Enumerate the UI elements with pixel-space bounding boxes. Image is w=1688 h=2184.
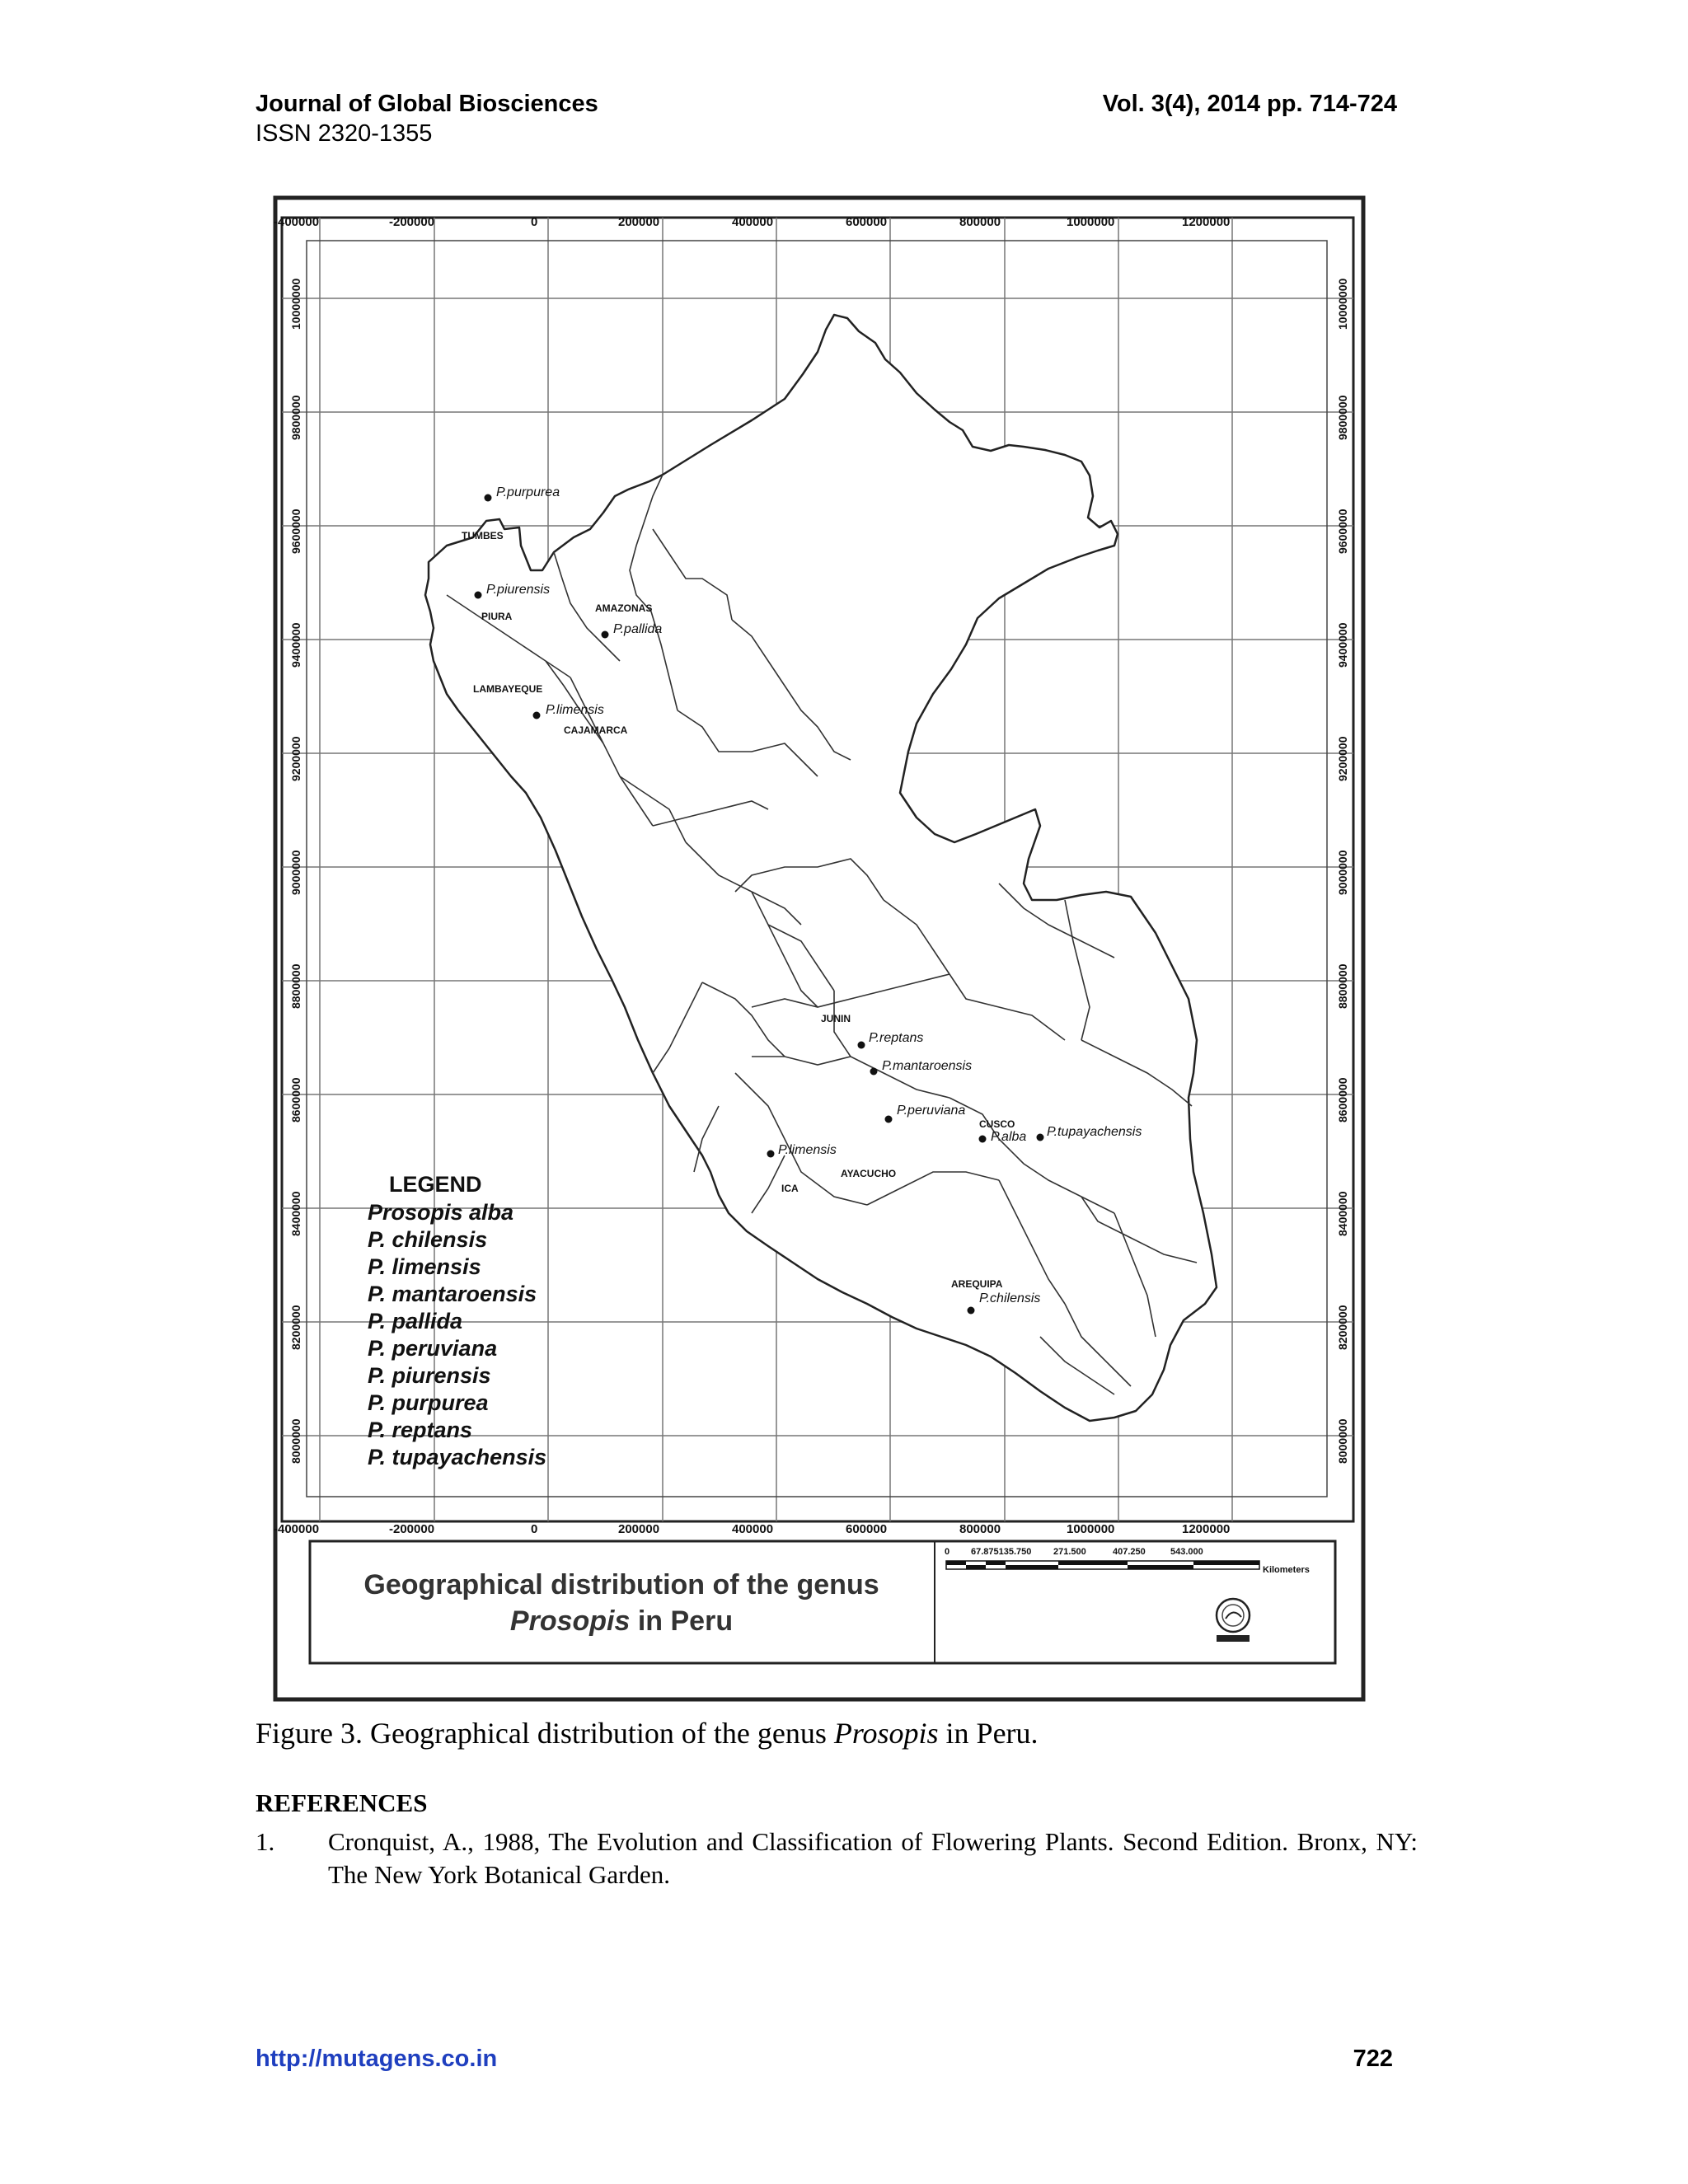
legend-item: Prosopis alba (368, 1200, 514, 1225)
scale-bar (945, 1547, 1310, 1575)
legend-item: P. limensis (368, 1254, 481, 1279)
map-title-rest: in Peru (630, 1605, 734, 1637)
caption-suffix: in Peru. (938, 1717, 1039, 1750)
y-tick-left: 9000000 (289, 850, 302, 895)
x-tick-bottom: 1200000 (1182, 1522, 1231, 1536)
legend-item: P. peruviana (368, 1336, 498, 1361)
region-label: ICA (781, 1183, 799, 1194)
region-label: LAMBAYEQUE (473, 683, 543, 695)
species-label: P.pallida (613, 622, 663, 636)
species-label: P.limensis (546, 703, 604, 717)
figure-caption (256, 1716, 1039, 1750)
species-label: P.chilensis (979, 1291, 1041, 1305)
x-tick-bottom: 1000000 (1067, 1522, 1115, 1536)
region-label: CUSCO (979, 1118, 1015, 1130)
legend-item: P. pallida (368, 1309, 463, 1333)
y-tick-right: 8600000 (1336, 1077, 1349, 1122)
y-tick-left: 8000000 (289, 1418, 302, 1464)
legend-item: P. purpurea (368, 1390, 489, 1415)
page-number: 722 (1353, 2046, 1393, 2072)
references-heading: REFERENCES (256, 1788, 428, 1817)
x-tick-bottom: 600000 (846, 1522, 888, 1536)
map-title-line1: Geographical distribution of the genus (363, 1569, 879, 1601)
region-label: CAJAMARCA (564, 724, 628, 736)
species-label: P.piurensis (486, 583, 551, 597)
x-tick-top: 1000000 (1067, 215, 1115, 229)
y-tick-right: 8000000 (1336, 1418, 1349, 1464)
x-tick-bottom: 400000 (732, 1522, 774, 1536)
species-label: P.purpurea (496, 485, 560, 499)
species-label: P.tupayachensis (1047, 1125, 1142, 1139)
y-tick-right: 9800000 (1336, 395, 1349, 440)
y-tick-left: 8800000 (289, 963, 302, 1009)
map-figure (257, 183, 1370, 1709)
region-label: AMAZONAS (595, 602, 653, 614)
x-tick-top: 600000 (846, 215, 888, 229)
x-tick-top: 800000 (959, 215, 1001, 229)
y-tick-left: 10000000 (289, 278, 302, 330)
legend-item: P. mantaroensis (368, 1282, 537, 1306)
reference-number: 1. (256, 1827, 275, 1856)
y-tick-right: 8200000 (1336, 1305, 1349, 1350)
region-label: PIURA (481, 611, 513, 622)
x-tick-top: 1200000 (1182, 215, 1231, 229)
header-left (256, 89, 598, 148)
map-title-italic: Prosopis (509, 1605, 631, 1637)
y-tick-right: 8800000 (1336, 963, 1349, 1009)
y-tick-left: 8600000 (289, 1077, 302, 1122)
scale-unit: Kilometers (1263, 1565, 1310, 1575)
issn: ISSN 2320-1355 (256, 120, 433, 147)
y-tick-left: 9200000 (289, 736, 302, 781)
reference-text: Cronquist, A., 1988, The Evolution and Classification of Flowering Plants. Second Edition. Bronx, NY: The New York Botanical Garden. (328, 1827, 1418, 1889)
x-tick-top: -400000 (274, 215, 320, 229)
x-tick-bottom: 800000 (959, 1522, 1001, 1536)
y-tick-left: 8400000 (289, 1191, 302, 1236)
y-tick-right: 9400000 (1336, 622, 1349, 668)
y-tick-left: 8200000 (289, 1305, 302, 1350)
region-label: TUMBES (462, 530, 504, 541)
x-tick-top: 400000 (732, 215, 774, 229)
y-tick-right: 10000000 (1336, 278, 1349, 330)
species-label: P.limensis (778, 1143, 837, 1157)
legend-item: P. tupayachensis (368, 1445, 547, 1469)
legend-title: LEGEND (389, 1172, 482, 1197)
caption-prefix: Figure 3. Geographical distribution of the genus (256, 1717, 834, 1750)
caption-italic: Prosopis (833, 1717, 939, 1750)
species-label: P.alba (991, 1130, 1027, 1144)
y-tick-right: 9600000 (1336, 509, 1349, 554)
scale-label: 543.000 (1170, 1547, 1203, 1557)
peru-outline (425, 315, 1217, 1421)
scale-label: 407.250 (1113, 1547, 1146, 1557)
x-tick-top: 200000 (618, 215, 660, 229)
region-label: AREQUIPA (951, 1278, 1003, 1290)
species-label: P.reptans (869, 1031, 924, 1045)
y-tick-right: 8400000 (1336, 1191, 1349, 1236)
x-tick-top: -200000 (389, 215, 435, 229)
y-tick-left: 9600000 (289, 509, 302, 554)
x-tick-bottom: -200000 (389, 1522, 435, 1536)
region-label: JUNIN (821, 1013, 851, 1024)
journal-title: Journal of Global Biosciences (256, 91, 598, 117)
y-tick-left: 9800000 (289, 395, 302, 440)
y-tick-right: 9000000 (1336, 850, 1349, 895)
legend-item: P. chilensis (368, 1227, 488, 1252)
x-tick-top: 0 (531, 215, 538, 229)
species-label: P.peruviana (897, 1104, 966, 1118)
y-tick-right: 9200000 (1336, 736, 1349, 781)
footer-link[interactable]: http://mutagens.co.in (256, 2046, 498, 2072)
x-tick-bottom: 200000 (618, 1522, 660, 1536)
emblem-icon (1217, 1599, 1250, 1642)
legend-item: P. reptans (368, 1418, 473, 1442)
y-tick-left: 9400000 (289, 622, 302, 668)
x-tick-bottom: -400000 (274, 1522, 320, 1536)
volume-info: Vol. 3(4), 2014 pp. 714-724 (1102, 91, 1397, 117)
scale-label: 271.500 (1053, 1547, 1086, 1557)
scale-label: 67.875135.750 (971, 1547, 1032, 1557)
legend-item: P. piurensis (368, 1363, 491, 1388)
map-title-line2 (510, 1605, 733, 1637)
region-label: AYACUCHO (841, 1168, 897, 1179)
species-label: P.mantaroensis (882, 1059, 973, 1073)
x-tick-bottom: 0 (531, 1522, 538, 1536)
scale-label: 0 (945, 1547, 950, 1557)
